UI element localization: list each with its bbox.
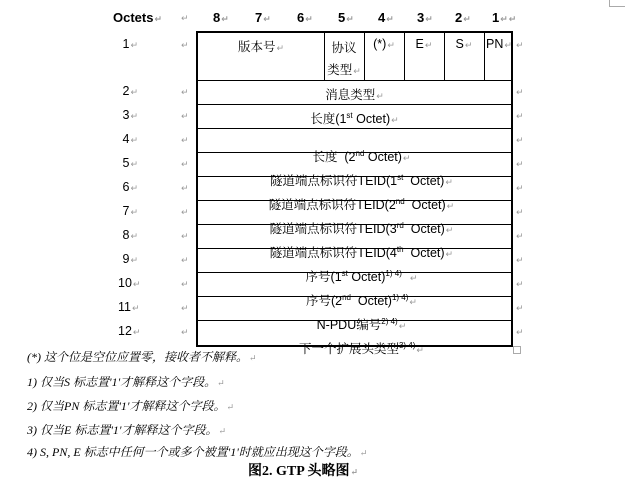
next-extension-header-type-field: 下一个扩展头类型$^{3) 4)}$↵: [298, 341, 424, 356]
octet-number: 11↵: [118, 300, 140, 314]
paragraph-mark: ↵: [516, 279, 524, 289]
note-3: 3) 仅当E 标志置'1'才解释这个字段。↵: [27, 423, 227, 437]
paragraph-mark: ↵: [516, 87, 524, 97]
paragraph-mark: ↵: [181, 111, 189, 121]
paragraph-mark: ↵: [181, 13, 189, 23]
e-flag-field: E↵: [415, 37, 433, 51]
paragraph-mark: ↵: [181, 207, 189, 217]
teid-octet-2-field: 隧道端点标识符TEID(2nd Octet)↵: [268, 197, 455, 212]
figure-caption: 图2. GTP 头略图↵: [248, 464, 359, 479]
bit-2: 2↵: [455, 10, 471, 25]
octet-number: 12↵: [118, 324, 141, 338]
paragraph-mark: ↵: [516, 40, 524, 50]
paragraph-mark: ↵: [516, 159, 524, 169]
protocol-type-field: 协议 类型↵: [327, 41, 361, 77]
bit-7: 7↵: [255, 10, 271, 25]
npdu-number-field: N-PDU编号$^{2) 4)}$↵: [316, 317, 407, 332]
octet-number: 10↵: [118, 276, 141, 290]
octet-number: 4↵: [122, 132, 138, 146]
paragraph-mark: ↵: [516, 183, 524, 193]
octet-number: 3↵: [122, 108, 138, 122]
paragraph-mark: ↵: [516, 327, 524, 337]
note-4: 4) S, PN, E 标志中任何一个或多个被置'1'时就应出现这个字段。↵: [27, 445, 368, 459]
length-octet-1-field: 长度(1st Octet)↵: [310, 111, 399, 126]
page-corner-mark: [609, 0, 625, 7]
gtp-header-table: [196, 31, 513, 356]
paragraph-mark: ↵: [181, 231, 189, 241]
paragraph-mark: ↵: [181, 135, 189, 145]
length-octet-2-field: 长度 (2nd Octet)↵: [312, 149, 411, 164]
row-divider: [198, 128, 511, 129]
paragraph-mark: ↵: [516, 111, 524, 121]
reserved-bit-field: (*)↵: [373, 37, 395, 51]
paragraph-mark: ↵: [516, 135, 524, 145]
note-1: 1) 仅当S 标志置'1'才解释这个字段。↵: [27, 375, 225, 389]
message-type-field: 消息类型↵: [325, 88, 384, 102]
bit-4: 4↵: [378, 10, 394, 25]
octet-number: 9↵: [122, 252, 138, 266]
table-end-mark: [513, 346, 521, 354]
paragraph-mark: ↵: [516, 207, 524, 217]
paragraph-mark: ↵: [181, 183, 189, 193]
paragraph-mark: ↵: [516, 303, 524, 313]
paragraph-mark: ↵: [181, 255, 189, 265]
paragraph-mark: ↵: [181, 87, 189, 97]
note-2: 2) 仅当PN 标志置'1'才解释这个字段。↵: [27, 399, 235, 413]
paragraph-mark: ↵: [181, 159, 189, 169]
sequence-octet-1-field: 序号(1st Octet)$^{1) 4)}$ ↵: [305, 269, 418, 284]
paragraph-mark: ↵: [181, 279, 189, 289]
bit-1: 1↵↵: [492, 10, 517, 25]
octets-header: [113, 10, 162, 25]
sequence-octet-2-field: 序号(2nd Octet)$^{1) 4)}$↵: [305, 293, 417, 308]
paragraph-mark: ↵: [181, 40, 189, 50]
version-field: 版本号↵: [237, 40, 285, 54]
octet-number: 6↵: [122, 180, 138, 194]
row-divider: [198, 104, 511, 105]
bit-5: 5↵: [338, 10, 354, 25]
bit-8: 8↵: [213, 10, 229, 25]
paragraph-mark: ↵: [516, 255, 524, 265]
paragraph-mark: ↵: [181, 327, 189, 337]
octet-number: 7↵: [122, 204, 138, 218]
octet-number: 1↵: [122, 37, 138, 51]
paragraph-mark: ↵: [516, 231, 524, 241]
teid-octet-1-field: 隧道端点标识符TEID(1st Octet)↵: [270, 173, 453, 188]
teid-octet-4-field: 隧道端点标识符TEID(4th Octet)↵: [269, 245, 454, 260]
note-reserved: (*) 这个位是空位应置零，接收者不解释。↵: [27, 350, 257, 364]
row-divider: [198, 80, 511, 81]
pn-flag-field: PN↵: [486, 37, 512, 51]
octet-number: 2↵: [122, 84, 138, 98]
bit-3: 3↵: [417, 10, 433, 25]
octets-label: Octets: [113, 10, 154, 25]
s-flag-field: S↵: [455, 37, 473, 51]
paragraph-mark: ↵: [181, 303, 189, 313]
bit-6: 6↵: [297, 10, 313, 25]
octet-number: 8↵: [122, 228, 138, 242]
octet-number: 5↵: [122, 156, 138, 170]
teid-octet-3-field: 隧道端点标识符TEID(3rd Octet)↵: [269, 221, 454, 236]
paragraph-mark: ↵: [154, 14, 163, 24]
